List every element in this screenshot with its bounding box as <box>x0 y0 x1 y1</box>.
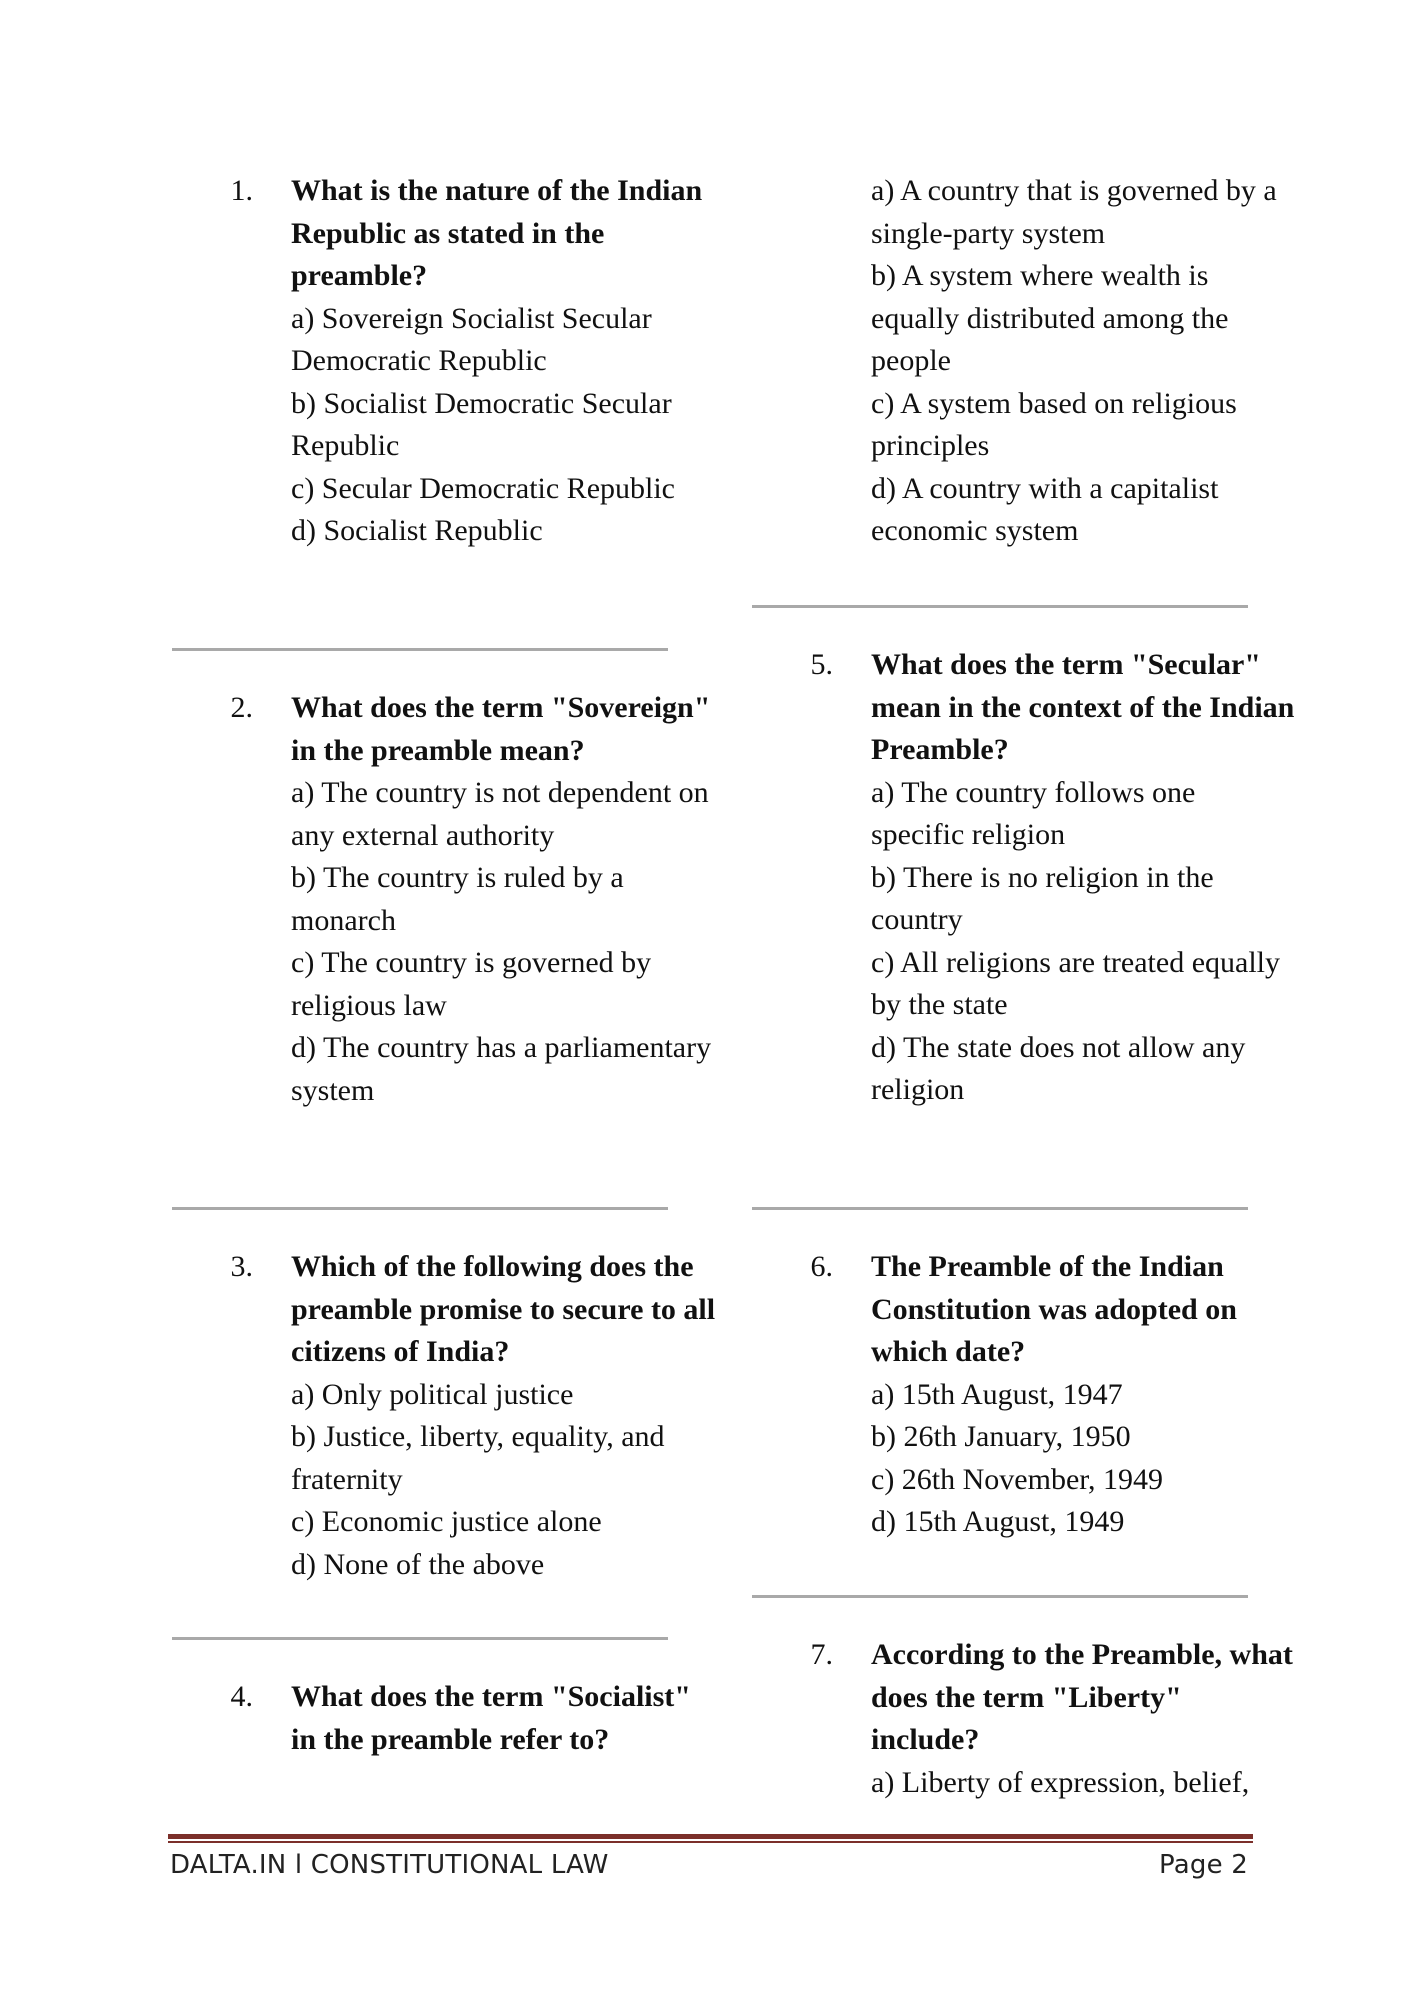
option-c: c) A system based on religious principles <box>871 386 1237 462</box>
option-d: d) A country with a capitalist economic system <box>871 471 1219 547</box>
option-c: c) Secular Democratic Republic <box>291 471 675 505</box>
divider <box>172 1637 668 1640</box>
divider <box>172 1207 668 1210</box>
footer-rule-thick <box>168 1834 1253 1839</box>
question-number: 5. <box>810 648 833 681</box>
divider <box>752 1595 1248 1598</box>
divider <box>752 605 1248 608</box>
option-d: d) None of the above <box>291 1547 545 1581</box>
question-number: 6. <box>810 1250 833 1283</box>
option-b: b) There is no religion in the country <box>871 860 1214 936</box>
question-stem: What does the term "Sovereign" in the preamble mean? <box>291 691 711 767</box>
option-b: b) Socialist Democratic Secular Republic <box>291 386 672 462</box>
option-a: a) A country that is governed by a single-party system <box>871 174 1277 250</box>
option-c: c) All religions are treated equally by the state <box>871 945 1280 1021</box>
question-stem: According to the Preamble, what does the term "Liberty" include? <box>871 1638 1293 1756</box>
option-c: c) 26th November, 1949 <box>871 1462 1164 1496</box>
question-stem: What is the nature of the Indian Republic as stated in the preamble? <box>291 174 703 292</box>
footer-rule-thin <box>168 1841 1253 1843</box>
divider <box>172 648 668 651</box>
divider <box>752 1207 1248 1210</box>
option-b: b) The country is ruled by a monarch <box>291 861 624 937</box>
option-b: b) Justice, liberty, equality, and fraternity <box>291 1420 665 1496</box>
footer-title: DALTA.IN l CONSTITUTIONAL LAW <box>170 1850 609 1880</box>
option-a: a) 15th August, 1947 <box>871 1377 1123 1411</box>
option-d: d) 15th August, 1949 <box>871 1505 1125 1538</box>
option-d: d) The state does not allow any religion <box>871 1030 1246 1106</box>
option-a: a) Sovereign Socialist Secular Democratic Republic <box>291 301 652 377</box>
question-stem: What does the term "Secular" mean in the context of the Indian Preamble? <box>871 648 1295 766</box>
option-d: d) The country has a parliamentary system <box>291 1031 712 1107</box>
question-number: 1. <box>230 174 253 207</box>
option-c: c) The country is governed by religious law <box>291 946 652 1022</box>
option-a: a) The country is not dependent on any external authority <box>291 776 709 852</box>
option-a: a) The country follows one specific religion <box>871 775 1196 851</box>
question-number: 4. <box>230 1680 253 1713</box>
question-number: 2. <box>230 691 253 724</box>
option-c: c) Economic justice alone <box>291 1505 602 1538</box>
option-a: a) Liberty of expression, belief, <box>871 1765 1250 1799</box>
question-stem: What does the term "Socialist" in the preamble refer to? <box>291 1680 691 1756</box>
option-b: b) A system where wealth is equally distributed among the people <box>871 259 1229 377</box>
page-number: Page 2 <box>1159 1850 1248 1880</box>
question-stem: Which of the following does the preamble promise to secure to all citizens of India? <box>291 1250 716 1368</box>
option-d: d) Socialist Republic <box>291 514 543 547</box>
question-number: 3. <box>230 1250 253 1283</box>
option-a: a) Only political justice <box>291 1377 574 1411</box>
question-stem: The Preamble of the Indian Constitution was adopted on which date? <box>871 1250 1237 1368</box>
question-number: 7. <box>810 1638 833 1671</box>
option-b: b) 26th January, 1950 <box>871 1420 1131 1453</box>
